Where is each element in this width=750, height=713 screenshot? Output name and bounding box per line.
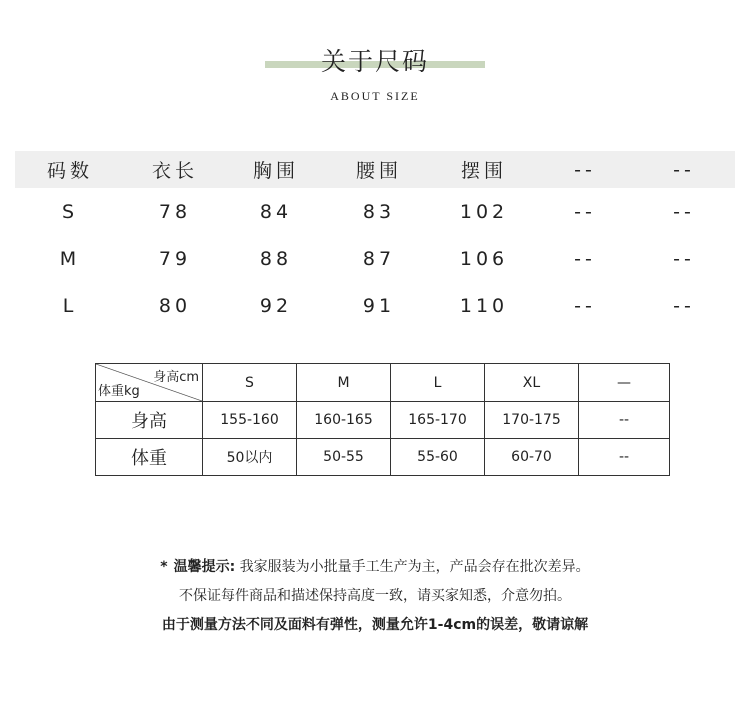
table-cell: 84 — [259, 200, 293, 223]
table-cell: 83 — [362, 200, 396, 223]
note-line-1 — [0, 556, 750, 585]
header-cell: 码数 — [46, 160, 93, 182]
table-cell: 92 — [259, 294, 293, 317]
table-cell: -- — [579, 439, 670, 476]
corner-weight-label: 体重kg — [98, 384, 140, 399]
size-column-header: M — [297, 364, 391, 402]
row-label-height: 身高 — [96, 402, 203, 439]
table-cell: 170-175 — [485, 402, 579, 439]
reference-table — [95, 363, 670, 476]
header-cell: 摆围 — [460, 160, 507, 182]
size-table-header — [15, 151, 735, 188]
table-cell: -- — [574, 294, 596, 317]
tip-label: 温馨提示: — [173, 559, 236, 575]
diagonal-corner-cell — [96, 364, 203, 402]
note-star: * — [160, 559, 168, 575]
table-row — [96, 439, 670, 476]
table-cell: -- — [574, 200, 596, 223]
header-cell: 衣长 — [151, 160, 198, 182]
row-label-weight: 体重 — [96, 439, 203, 476]
table-row — [15, 235, 735, 282]
table-cell: 110 — [459, 294, 509, 317]
header-cell: 胸围 — [252, 160, 299, 182]
table-cell: -- — [574, 247, 596, 270]
table-cell: 79 — [158, 247, 192, 270]
table-cell: -- — [673, 200, 695, 223]
table-cell: 106 — [459, 247, 509, 270]
note-line-3: 由于测量方法不同及面料有弹性，测量允许1-4cm的误差，敬请谅解 — [161, 617, 589, 633]
header-cell: -- — [574, 158, 596, 181]
table-cell: 50以内 — [203, 439, 297, 476]
table-row — [15, 282, 735, 329]
table-cell: 80 — [158, 294, 192, 317]
table-cell: -- — [673, 247, 695, 270]
corner-height-label: 身高cm — [153, 370, 199, 385]
table-cell: 91 — [362, 294, 396, 317]
table-cell: -- — [579, 402, 670, 439]
table-row — [15, 188, 735, 235]
size-table — [15, 151, 735, 329]
notes-section — [0, 556, 750, 643]
table-cell: 78 — [158, 200, 192, 223]
size-column-header: XL — [485, 364, 579, 402]
size-column-header: S — [203, 364, 297, 402]
table-cell: 60-70 — [485, 439, 579, 476]
header-cell: -- — [673, 158, 695, 181]
note-line-2: 不保证每件商品和描述保持高度一致，请买家知悉，介意勿拍。 — [179, 588, 571, 604]
table-cell: S — [61, 200, 79, 223]
header-cell: 腰围 — [355, 160, 402, 182]
table-cell: 165-170 — [391, 402, 485, 439]
table-cell: 88 — [259, 247, 293, 270]
table-cell: 155-160 — [203, 402, 297, 439]
note-text-1: 我家服装为小批量手工生产为主，产品会存在批次差异。 — [239, 559, 590, 575]
table-cell: 50-55 — [297, 439, 391, 476]
reference-header-row — [96, 364, 670, 402]
table-cell: -- — [673, 294, 695, 317]
page-subtitle: ABOUT SIZE — [330, 89, 420, 103]
table-cell: 160-165 — [297, 402, 391, 439]
table-row — [96, 402, 670, 439]
table-cell: M — [59, 247, 81, 270]
table-cell: L — [62, 294, 78, 317]
size-column-header: L — [391, 364, 485, 402]
table-cell: 55-60 — [391, 439, 485, 476]
size-column-header: — — [579, 364, 670, 402]
page-title: 关于尺码 — [320, 47, 429, 76]
table-cell: 102 — [459, 200, 509, 223]
table-cell: 87 — [362, 247, 396, 270]
